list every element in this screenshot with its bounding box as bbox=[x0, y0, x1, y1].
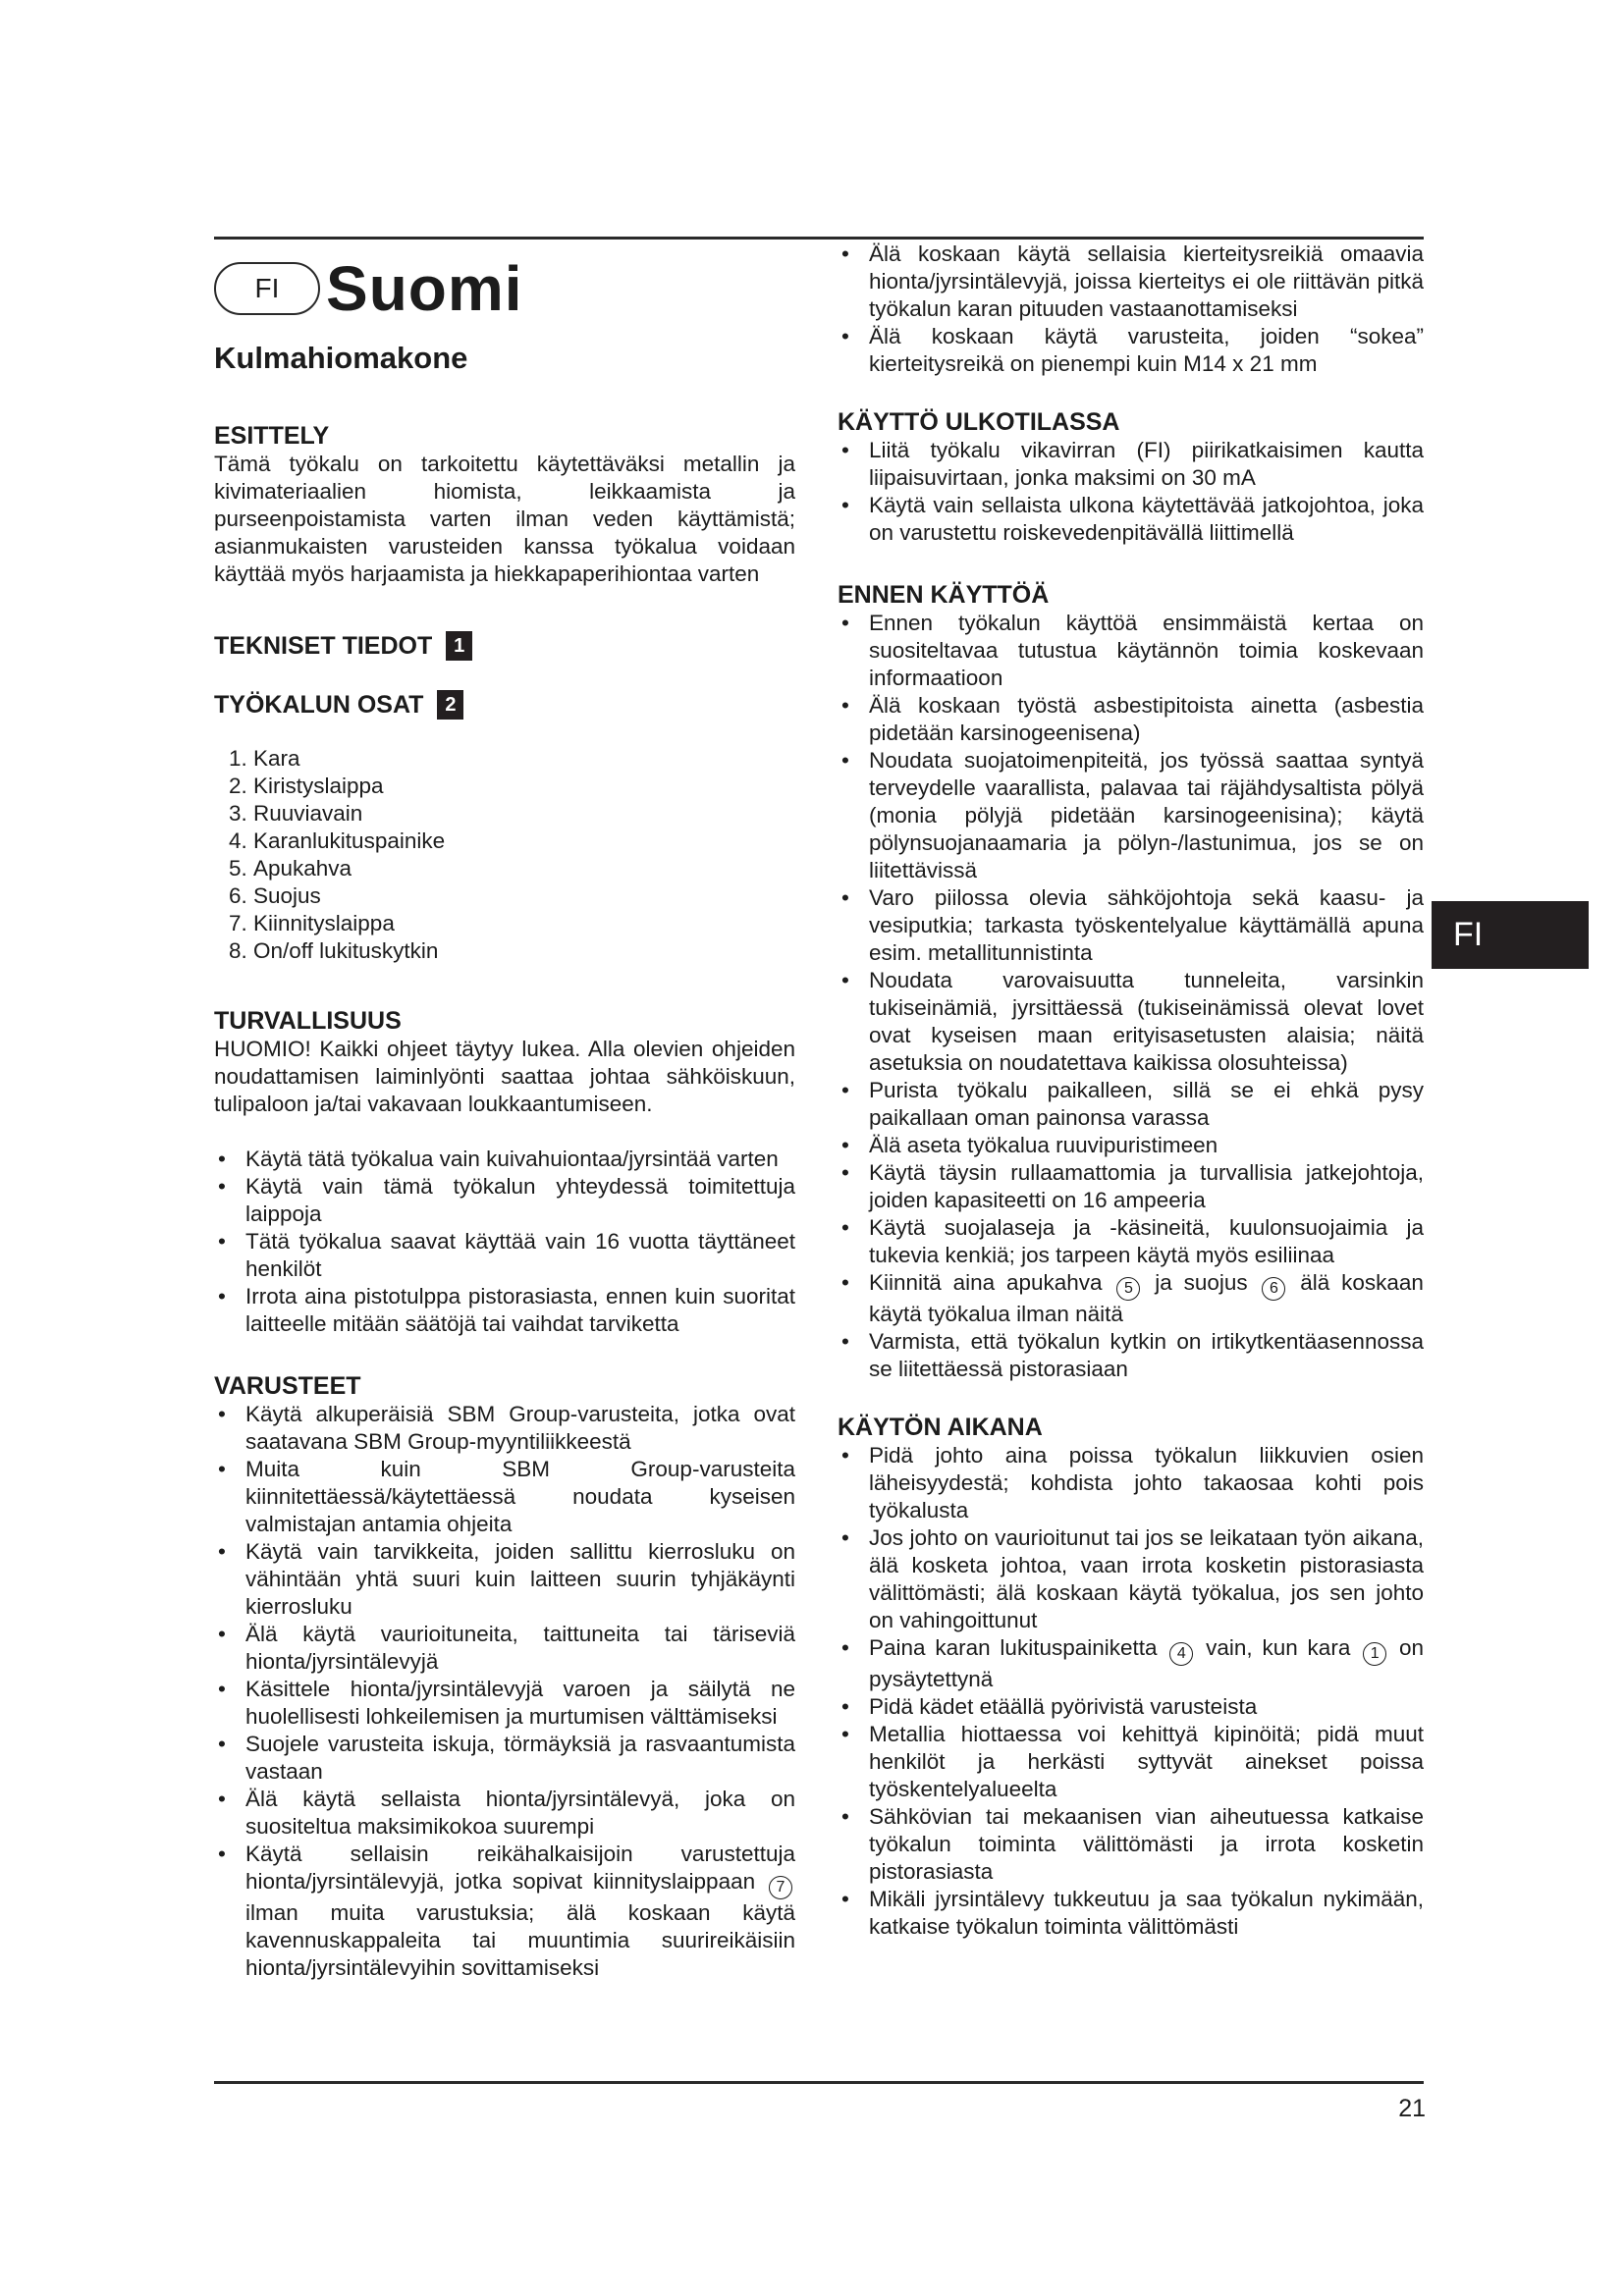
part-ref-6: 6 bbox=[1262, 1277, 1285, 1301]
heading-ennen-kayttoa: ENNEN KÄYTTÖÄ bbox=[838, 581, 1050, 609]
list-item: • Muita kuin SBM Group-varusteita kiinnitettäessä/käytettäessä noudata kyseisen valmistajan antamia ohjeita bbox=[214, 1456, 795, 1538]
part-ref-4: 4 bbox=[1169, 1642, 1193, 1666]
part-ref-1: 1 bbox=[1363, 1642, 1386, 1666]
list-item: • Paina karan lukituspainiketta 4 vain, kun kara 1 on pysäytettynä bbox=[838, 1634, 1424, 1693]
list-item: • Käytä tätä työkalua vain kuivahuiontaa/jyrsintää varten bbox=[214, 1146, 795, 1173]
language-name: Suomi bbox=[326, 253, 523, 324]
figure-ref-2: 2 bbox=[437, 690, 463, 720]
page-number: 21 bbox=[1398, 2095, 1426, 2122]
list-item: • Tätä työkalua saavat käyttää vain 16 vuotta täyttäneet henkilöt bbox=[214, 1228, 795, 1283]
list-item: • Älä koskaan työstä asbestipitoista ainetta (asbestia pidetään karsinogeenisena) bbox=[838, 692, 1424, 747]
list-item: • Älä koskaan käytä varusteita, joiden “sokea” kierteitysreikä on pienempi kuin M14 x 21 mm bbox=[838, 323, 1424, 378]
heading-kaytto-ulkotilassa: KÄYTTÖ ULKOTILASSA bbox=[838, 408, 1120, 436]
parts-list bbox=[214, 745, 795, 965]
list-item: • Noudata suojatoimenpiteitä, jos työssä saattaa syntyä terveydelle vaarallista, palavaa tai räjähdysaltista pölyä (monia pölyjä pidetään karsinogeenisina); käytä pölynsuojanaamaria ja pölyn-/lastunimua, jos se on liitettävissä bbox=[838, 747, 1424, 884]
list-item: • Käytä suojalaseja ja -käsineitä, kuulonsuojaimia ja tukevia kenkiä; jos tarpeen käytä myös esiliinaa bbox=[838, 1214, 1424, 1269]
list-item: • Älä koskaan käytä sellaisia kierteitysreikiä omaavia hionta/jyrsintälevyjä, joissa kierteitys ei ole riittävän pitkä työkalun karan pituuden vastaanottamiseksi bbox=[838, 240, 1424, 323]
heading-turvallisuus: TURVALLISUUS bbox=[214, 1007, 402, 1035]
heading-varusteet: VARUSTEET bbox=[214, 1372, 361, 1400]
part-ref-5: 5 bbox=[1116, 1277, 1140, 1301]
list-item: • Käytä vain tämä työkalun yhteydessä toimitettuja laippoja bbox=[214, 1173, 795, 1228]
list-item: • Älä aseta työkalua ruuvipuristimeen bbox=[838, 1132, 1424, 1159]
before-use-list bbox=[838, 610, 1424, 1383]
intro-paragraph: Tämä työkalu on tarkoitettu käytettäväksi metallin ja kivimateriaalien hiomista, leikkaamista ja purseenpoistamista varten ilman veden käyttämistä; asianmukaisten varusteiden kanssa työkalua voidaan käyttää myös harjaamista ja hiekkapaperihiontaa varten bbox=[214, 452, 795, 586]
heading-tyokalun-osat: TYÖKALUN OSAT 2 bbox=[214, 690, 795, 720]
outdoor-list bbox=[838, 437, 1424, 547]
list-item: • Käytä sellaisin reikähalkaisijoin varustettuja hionta/jyrsintälevyjä, jotka sopivat kiinnityslaippaan 7 ilman muita varustuksia; älä koskaan käytä kavennuskappaleita tai muuntimia suurireikäisiin hionta/jyrsintälevyihin sovittamiseksi bbox=[214, 1841, 795, 1982]
list-item: • Jos johto on vaurioitunut tai jos se leikataan työn aikana, älä kosketa johtoa, vaan irrota kosketin pistorasiasta välittömästi; älä koskaan käytä työkalua, jos sen johto on vahingoittunut bbox=[838, 1524, 1424, 1634]
list-item: • Käytä vain tarvikkeita, joiden sallittu kierrosluku on vähintään yhtä suuri kuin laitteen suurin tyhjäkäynti kierrosluku bbox=[214, 1538, 795, 1621]
left-column bbox=[214, 239, 795, 1982]
list-item: • Metallia hiottaessa voi kehittyä kipinöitä; pidä muut henkilöt ja herkästi syttyvät ainekset poissa työskentelyalueelta bbox=[838, 1721, 1424, 1803]
right-column bbox=[838, 239, 1424, 1941]
during-use-list bbox=[838, 1442, 1424, 1941]
list-item: 7. Kiinnityslaippa bbox=[253, 910, 795, 937]
list-item: 6. Suojus bbox=[253, 882, 795, 910]
list-item: • Purista työkalu paikalleen, sillä se ei ehkä pysy paikallaan oman painonsa varassa bbox=[838, 1077, 1424, 1132]
heading-kayton-aikana: KÄYTÖN AIKANA bbox=[838, 1414, 1043, 1441]
list-item: 4. Karanlukituspainike bbox=[253, 828, 795, 855]
list-item: 5. Apukahva bbox=[253, 855, 795, 882]
list-item: 3. Ruuviavain bbox=[253, 800, 795, 828]
list-item: • Mikäli jyrsintälevy tukkeutuu ja saa työkalun nykimään, katkaise työkalun toiminta välittömästi bbox=[838, 1886, 1424, 1941]
list-item: • Varmista, että työkalun kytkin on irtikytkentäasennossa se liitettäessä pistorasiaan bbox=[838, 1328, 1424, 1383]
accessories-list bbox=[214, 1401, 795, 1982]
list-item: • Käytä alkuperäisiä SBM Group-varusteita, jotka ovat saatavana SBM Group-myyntiliikkeestä bbox=[214, 1401, 795, 1456]
list-item: • Pidä johto aina poissa työkalun liikkuvien osien läheisyydestä; kohdista johto takaosaa kohti pois työkalusta bbox=[838, 1442, 1424, 1524]
list-item: • Käytä vain sellaista ulkona käytettävää jatkojohtoa, joka on varustettu roiskevedenpitävällä liittimellä bbox=[838, 492, 1424, 547]
list-item: • Kiinnitä aina apukahva 5 ja suojus 6 älä koskaan käytä työkalua ilman näitä bbox=[838, 1269, 1424, 1328]
safety-intro: HUOMIO! Kaikki ohjeet täytyy lukea. Alla olevien ohjeiden noudattamisen laiminlyönti saattaa johtaa sähköiskuun, tulipaloon ja/tai vakavaan loukkaantumiseen. bbox=[214, 1037, 795, 1116]
list-item: • Käsittele hionta/jyrsintälevyjä varoen ja säilytä ne huolellisesti lohkeilemisen ja murtumisen välttämiseksi bbox=[214, 1676, 795, 1731]
list-item: • Liitä työkalu vikavirran (FI) piirikatkaisimen kautta liipaisuvirtaan, jonka maksimi on 30 mA bbox=[838, 437, 1424, 492]
language-code-badge: FI bbox=[214, 262, 320, 315]
list-item: • Pidä kädet etäällä pyörivistä varusteista bbox=[838, 1693, 1424, 1721]
list-item: 2. Kiristyslaippa bbox=[253, 773, 795, 800]
part-ref-7: 7 bbox=[769, 1876, 792, 1899]
list-item: • Suojele varusteita iskuja, törmäyksiä ja rasvaantumista vastaan bbox=[214, 1731, 795, 1786]
list-item: • Älä käytä vaurioituneita, taittuneita tai täriseviä hionta/jyrsintälevyjä bbox=[214, 1621, 795, 1676]
list-item: • Noudata varovaisuutta tunneleita, varsinkin tukiseinämiä, jyrsittäessä (tukiseinämissä olevat lovet ovat kyseisen maan erityisasetusten alaisia; näitä asetuksia on noudatettava kaikissa olosuhteissa) bbox=[838, 967, 1424, 1077]
heading-esittely: ESITTELY bbox=[214, 422, 330, 450]
list-item: • Sähkövian tai mekaanisen vian aiheutuessa katkaise työkalun toiminta välittömästi ja irrota kosketin pistorasiasta bbox=[838, 1803, 1424, 1886]
list-item: • Irrota aina pistotulppa pistorasiasta, ennen kuin suoritat laitteelle mitään säätöjä tai vaihdat tarviketta bbox=[214, 1283, 795, 1338]
list-item: • Varo piilossa olevia sähköjohtoja sekä kaasu- ja vesiputkia; tarkasta työskentelyalue käyttämällä apuna esim. metallitunnistinta bbox=[838, 884, 1424, 967]
list-item: • Älä käytä sellaista hionta/jyrsintälevyä, joka on suositeltua maksimikokoa suurempi bbox=[214, 1786, 795, 1841]
list-item: • Käytä täysin rullaamattomia ja turvallisia jatkejohtoja, joiden kapasiteetti on 16 ampeeria bbox=[838, 1159, 1424, 1214]
document-title: Kulmahiomakone bbox=[214, 341, 468, 375]
accessories-list-continued bbox=[838, 240, 1424, 378]
language-side-tab: FI bbox=[1432, 901, 1589, 969]
list-item: 1. Kara bbox=[253, 745, 795, 773]
list-item: • Ennen työkalun käyttöä ensimmäistä kertaa on suositeltavaa tutustua käytännön toimia koskevaan informaatioon bbox=[838, 610, 1424, 692]
bottom-rule bbox=[214, 2081, 1424, 2084]
figure-ref-1: 1 bbox=[446, 631, 472, 661]
heading-tekniset-tiedot: TEKNISET TIEDOT 1 bbox=[214, 631, 795, 661]
language-header bbox=[214, 248, 795, 329]
list-item: 8. On/off lukituskytkin bbox=[253, 937, 795, 965]
safety-list bbox=[214, 1146, 795, 1338]
